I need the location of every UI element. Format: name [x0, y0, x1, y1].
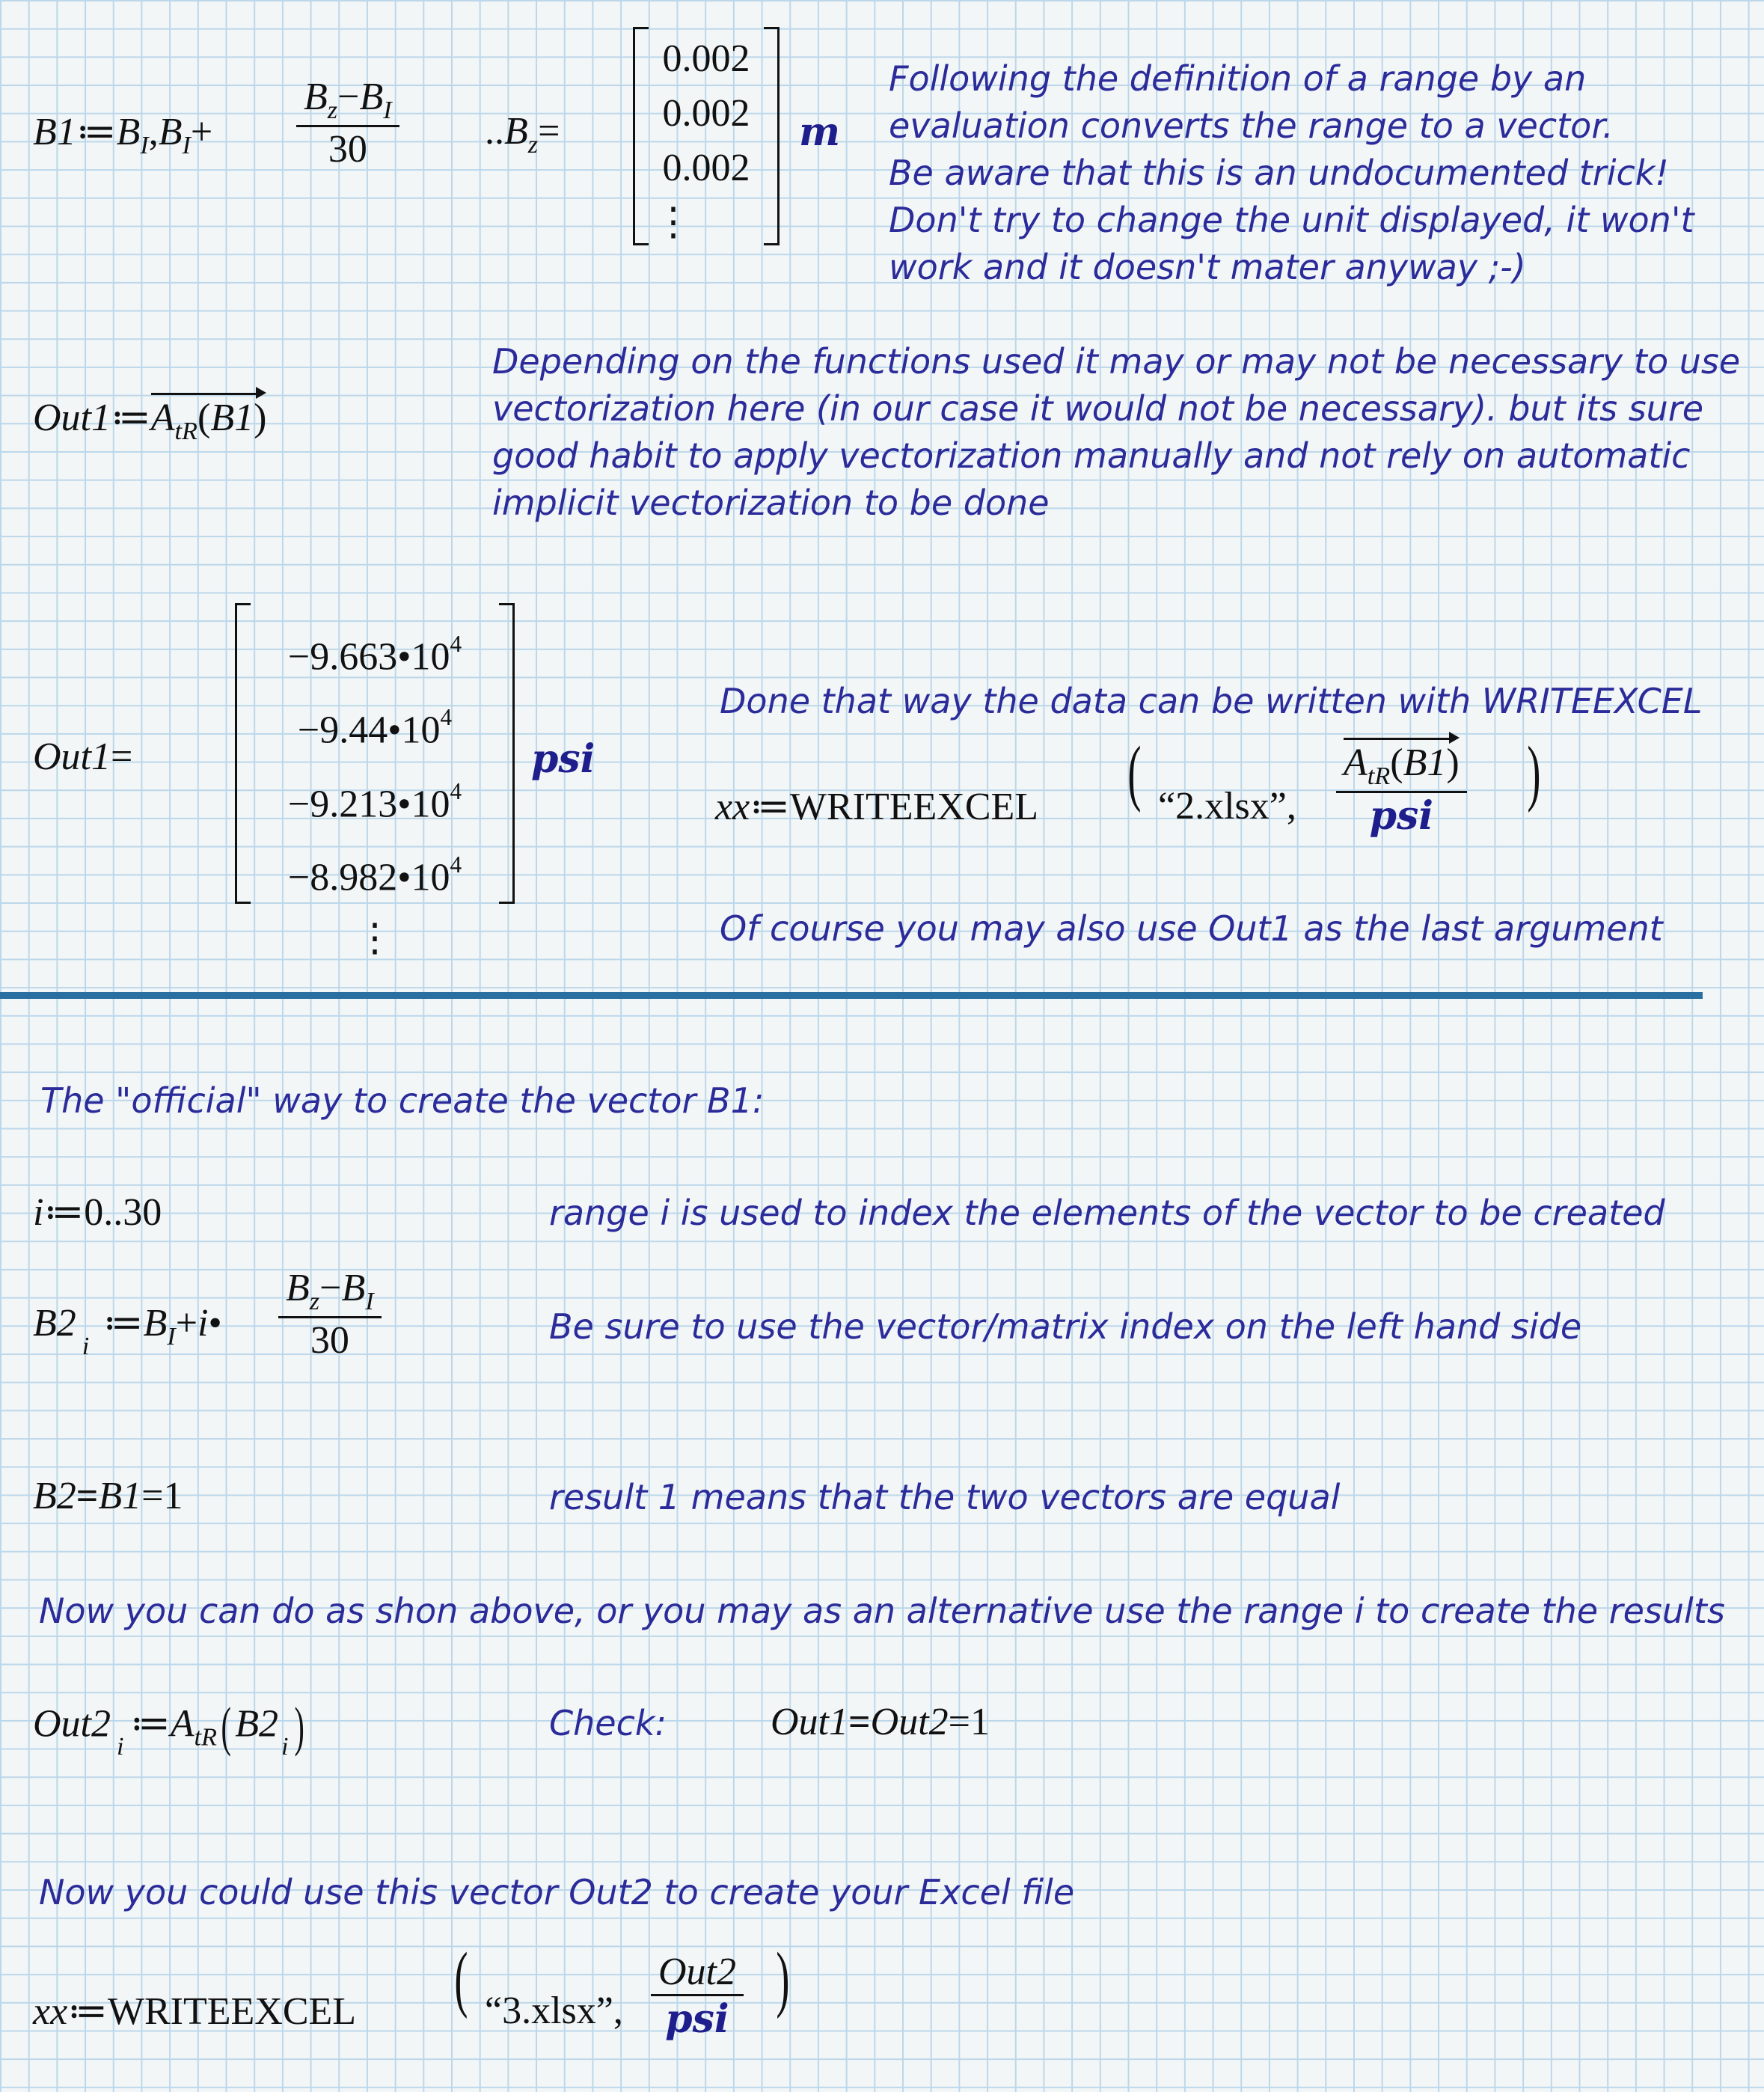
frac-num-var-2: B — [341, 1267, 366, 1309]
numerator: Out2 — [658, 1951, 736, 1993]
den-unit: psi — [1336, 791, 1467, 839]
minus: − — [337, 76, 360, 118]
base: 10 — [401, 709, 441, 752]
note-writeexcel: Done that way the data can be written with WRITEEXCEL — [720, 681, 1703, 721]
out1-lhs: Out1 — [33, 397, 111, 439]
equals: = — [948, 1701, 970, 1743]
assign-operator: ≔ — [43, 1191, 85, 1234]
vector-cell: 0.002 — [662, 92, 750, 135]
mantissa: −9.213 — [287, 783, 398, 826]
b1-unit: m — [799, 109, 841, 155]
mantissa: −8.982 — [287, 856, 398, 899]
matrix-ellipsis: ⋮ — [355, 917, 394, 960]
frac-num-var-2: B — [359, 76, 384, 118]
equals: = — [538, 110, 560, 153]
note-line: work and it doesn't mater anyway ;-) — [889, 247, 1526, 287]
matrix-row — [251, 614, 498, 687]
cmp-b: Out2 — [870, 1701, 949, 1743]
note-line: Depending on the functions used it may or may not be necessary to use — [492, 341, 1741, 382]
open-paren: ( — [1127, 732, 1142, 813]
open-paren: ( — [454, 1938, 468, 2019]
out2-lhs: Out2 — [33, 1702, 111, 1746]
vector-ellipsis: ⋮ — [654, 201, 693, 244]
note-vectorization — [492, 338, 1740, 527]
writeexcel-func: WRITEEXCEL — [789, 786, 1039, 828]
cmp-b: B1 — [98, 1475, 142, 1517]
b2-index: i — [82, 1332, 90, 1360]
plus: + — [175, 1302, 198, 1345]
base: 10 — [411, 783, 450, 826]
close-paren: ) — [294, 1696, 304, 1757]
mult-var: i — [197, 1302, 209, 1345]
cmp-a: B2 — [33, 1475, 76, 1517]
dot: • — [397, 856, 411, 899]
den-unit: psi — [651, 1994, 744, 2042]
section-divider — [0, 992, 1703, 999]
note-last-argument: Of course you may also use Out1 as the last argument — [720, 908, 1663, 949]
equals: = — [141, 1475, 164, 1517]
exp: 4 — [450, 777, 462, 804]
vectorize-arrow: $A_{tR}(B1)$ — [150, 397, 267, 445]
out1-out2-comparison[interactable] — [771, 1700, 990, 1744]
range-dots: .. — [103, 1191, 123, 1234]
note-index-lhs: Be sure to use the vector/matrix index on the left hand side — [549, 1306, 1582, 1347]
func-sub: tR — [174, 417, 197, 445]
frac-den: 30 — [296, 125, 399, 171]
start-var-2: B — [158, 111, 183, 153]
base: 10 — [411, 856, 450, 899]
assign-operator: ≔ — [130, 1702, 171, 1746]
matrix-row — [251, 834, 498, 908]
func-sub: tR — [194, 1722, 217, 1752]
frac-num-var: B — [286, 1267, 310, 1309]
func-arg: B1 — [210, 397, 254, 439]
comma: , — [613, 1989, 623, 2032]
close-paren: ) — [776, 1938, 790, 2019]
open-paren: ( — [221, 1696, 231, 1757]
writeexcel-func: WRITEEXCEL — [107, 1990, 357, 2033]
assign-operator: ≔ — [750, 786, 790, 828]
bool-equals: = — [848, 1701, 871, 1743]
assign-operator: ≔ — [76, 111, 117, 153]
mantissa: −9.663 — [287, 635, 398, 679]
note-line: Don't try to change the unit displayed, it won't — [889, 200, 1694, 240]
out1-lhs: Out1 — [33, 735, 111, 778]
b1-lhs: B1 — [33, 111, 76, 153]
xx-lhs: xx — [33, 1990, 68, 2033]
range-var: i — [33, 1191, 44, 1234]
base-sub: I — [167, 1322, 176, 1351]
note-range-i: range i is used to index the elements of the vector to be created — [549, 1193, 1665, 1233]
func-sub: tR — [1367, 762, 1391, 790]
equals: = — [111, 735, 133, 778]
out2-definition[interactable] — [33, 1696, 308, 1761]
vector-cell: 0.002 — [662, 147, 750, 189]
out1-eval-lhs[interactable] — [33, 735, 132, 779]
func-name: A — [150, 397, 175, 439]
func-name: A — [170, 1702, 195, 1746]
start-sub-2: I — [182, 131, 191, 159]
frac-num-sub1: z — [327, 96, 338, 124]
note-excel-file: Now you could use this vector Out2 to create your Excel file — [39, 1872, 1075, 1912]
dot: • — [208, 1302, 222, 1345]
note-vectors-equal: result 1 means that the two vectors are equal — [549, 1477, 1341, 1517]
matrix-row — [251, 687, 498, 760]
b1-result-vector — [633, 27, 780, 245]
cmp-a: Out1 — [771, 1701, 848, 1743]
writeexcel-fraction — [651, 1950, 744, 2042]
note-range-to-vector — [889, 55, 1694, 291]
func-arg: B1 — [1403, 741, 1447, 784]
exp: 4 — [450, 851, 462, 878]
dot: • — [397, 635, 411, 679]
range-to: 30 — [123, 1191, 162, 1234]
b2-lhs: B2 — [33, 1302, 76, 1345]
func-name: A — [1344, 741, 1368, 784]
out1-result-matrix — [235, 603, 515, 960]
exp: 4 — [450, 631, 462, 657]
note-line: vectorization here (in our case it would not be necessary). but its sure — [492, 388, 1704, 429]
cmp-result: 1 — [970, 1701, 990, 1743]
base-var: B — [143, 1302, 168, 1345]
base: 10 — [411, 635, 450, 679]
check-label: Check: — [549, 1703, 667, 1743]
out1-unit: psi — [531, 736, 595, 782]
comma: , — [1286, 785, 1296, 828]
range-dots: .. — [485, 110, 504, 153]
matrix-row — [251, 761, 498, 834]
dot: • — [388, 709, 402, 752]
assign-operator: ≔ — [102, 1302, 144, 1345]
out1-definition[interactable] — [33, 395, 266, 446]
frac-num-var: B — [304, 76, 328, 118]
note-official-way: The "official" way to create the vector B1: — [40, 1080, 765, 1121]
range-from: 0 — [84, 1191, 104, 1234]
file-name: “2.xlsx” — [1158, 785, 1287, 828]
step-fraction — [278, 1266, 382, 1362]
range-i-definition[interactable] — [33, 1190, 162, 1235]
func-arg: B2 — [235, 1702, 279, 1746]
end-var: B — [504, 110, 528, 153]
step-fraction — [296, 75, 399, 171]
out2-index: i — [117, 1732, 124, 1761]
frac-num-sub2: I — [365, 1287, 374, 1315]
frac-num-sub1: z — [309, 1287, 320, 1315]
frac-den: 30 — [278, 1316, 382, 1362]
note-line: Following the definition of a range by an — [889, 58, 1587, 99]
vector-cell: 0.002 — [662, 37, 750, 80]
note-line: Be aware that this is an undocumented trick! — [889, 153, 1669, 193]
assign-operator: ≔ — [111, 397, 151, 439]
start-var: B — [116, 111, 141, 153]
b2-b1-comparison[interactable] — [33, 1474, 183, 1518]
assign-operator: ≔ — [67, 1990, 108, 2033]
exp: 4 — [440, 704, 453, 731]
note-line: implicit vectorization to be done — [492, 483, 1050, 523]
close-paren: ) — [1527, 732, 1541, 813]
vectorize-arrow: $A_{tR}(B1)$ — [1344, 741, 1460, 790]
bool-equals: = — [76, 1475, 99, 1517]
minus: − — [319, 1267, 342, 1309]
xx-lhs: xx — [715, 786, 750, 828]
cmp-result: 1 — [163, 1475, 183, 1517]
end-sub: z — [527, 130, 539, 159]
frac-num-sub2: I — [383, 96, 392, 124]
note-line: good habit to apply vectorization manually and not rely on automatic — [492, 435, 1691, 476]
note-line: evaluation converts the range to a vector. — [889, 105, 1614, 146]
writeexcel-fraction — [1336, 741, 1467, 839]
note-alternative: Now you can do as shon above, or you may as an alternative use the range i to create the results — [39, 1591, 1725, 1631]
arg-index: i — [281, 1732, 289, 1761]
file-name: “3.xlsx” — [485, 1989, 613, 2032]
mantissa: −9.44 — [297, 709, 388, 752]
dot: • — [397, 783, 411, 826]
start-sub: I — [140, 131, 149, 159]
